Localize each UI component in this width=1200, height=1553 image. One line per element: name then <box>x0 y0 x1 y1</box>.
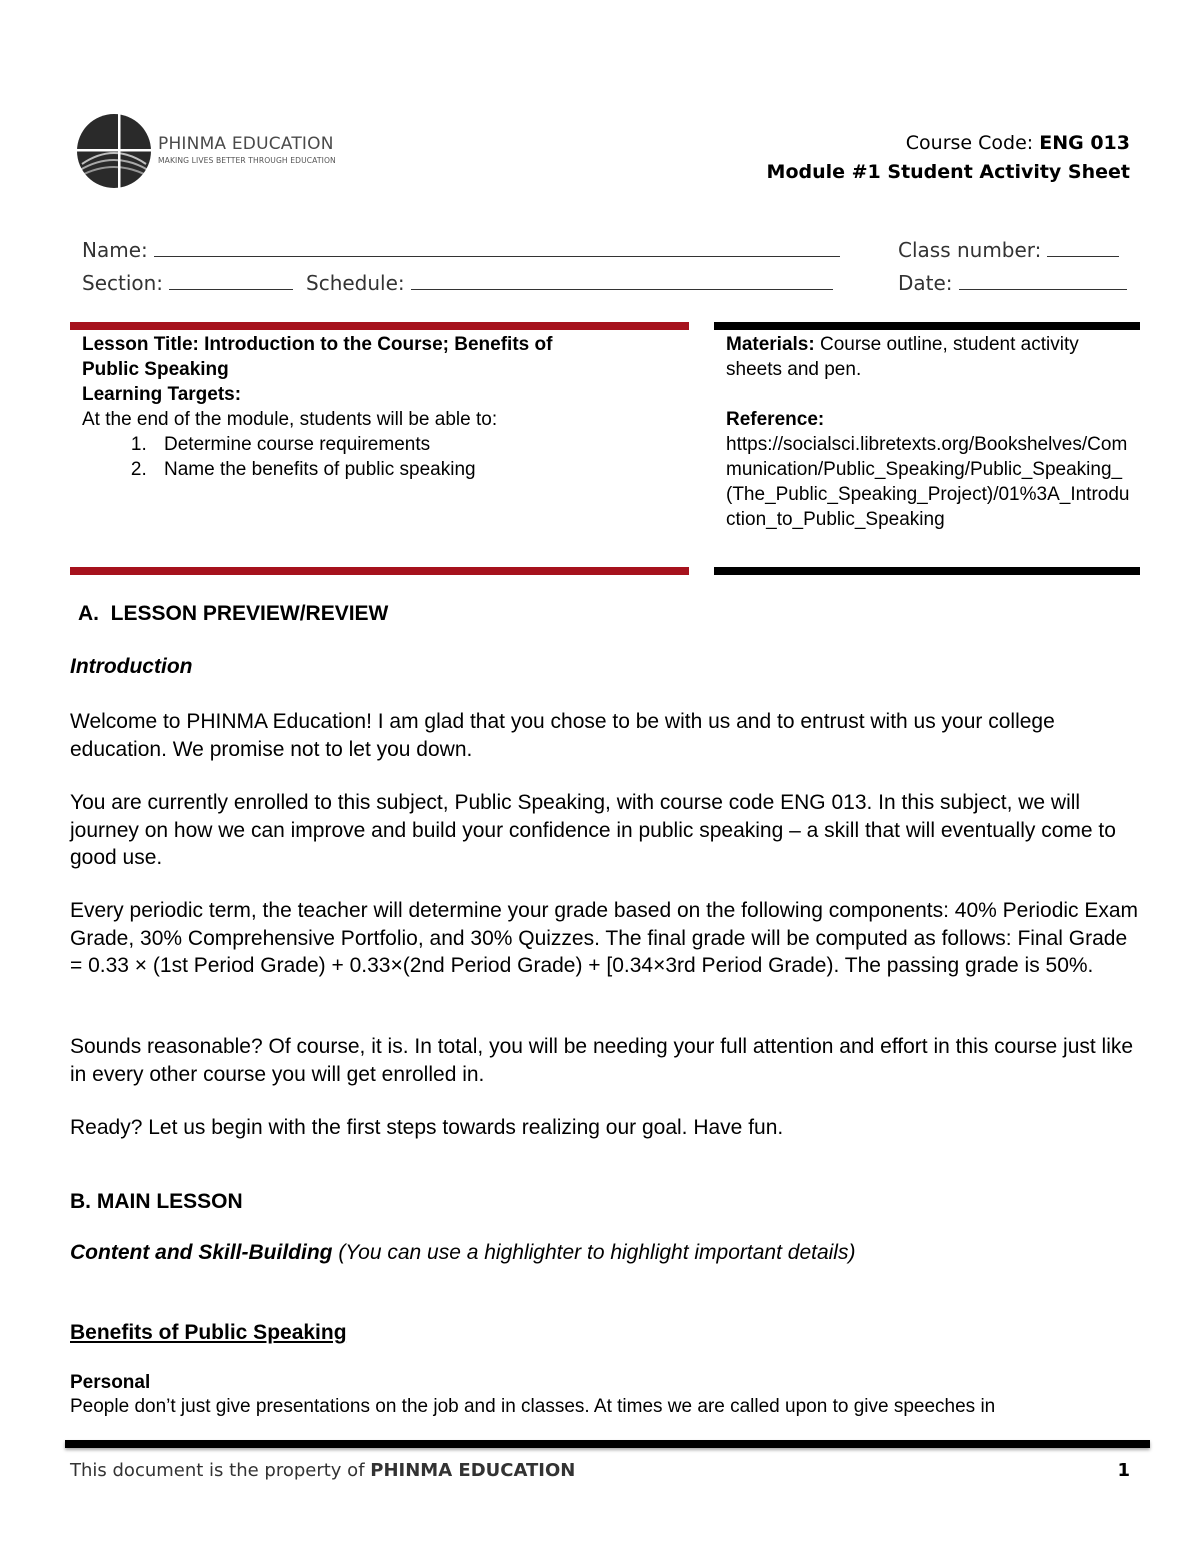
logo-name: PHINMA EDUCATION <box>158 134 334 154</box>
learning-targets-label: Learning Targets: <box>82 384 242 405</box>
lesson-title-line-2: Public Speaking <box>82 359 229 380</box>
learning-targets-intro: At the end of the module, students will be able to: <box>82 409 498 430</box>
name-field[interactable] <box>82 238 840 262</box>
content-subheading-bold: Content and Skill-Building <box>70 1241 333 1264</box>
class-number-input-line[interactable] <box>1047 240 1119 257</box>
schedule-field[interactable] <box>306 271 833 295</box>
content-subheading <box>70 1241 855 1265</box>
reference-link[interactable]: https://socialsci.libretexts.org/Bookshelves/Communication/Public_Speaking/Public_Speaking_(The_Public_Speaking_Project)/01%3A_Introduction_to_Public_Speaking <box>726 434 1130 530</box>
course-code <box>906 132 1130 154</box>
lesson-title <box>82 332 682 382</box>
name-input-line[interactable] <box>154 240 840 257</box>
footer-divider <box>65 1440 1150 1448</box>
lesson-box-bottom-bar <box>70 567 689 575</box>
course-code-label: Course Code: <box>905 132 1040 154</box>
materials <box>726 332 1132 382</box>
class-number-label: Class number: <box>898 238 1042 262</box>
paragraph: Ready? Let us begin with the first steps towards realizing our goal. Have fun. <box>70 1116 784 1139</box>
list-item: 2. Name the benefits of public speaking <box>152 457 682 482</box>
class-number-field[interactable] <box>898 238 1119 262</box>
logo-emblem-icon <box>74 112 154 190</box>
learning-targets-list <box>82 432 682 482</box>
lesson-title-line-1: Lesson Title: Introduction to the Course; Benefits of <box>82 334 553 355</box>
section-a-heading: A. LESSON PREVIEW/REVIEW <box>78 602 389 625</box>
content-subheading-note: (You can use a highlighter to highlight important details) <box>332 1241 856 1264</box>
introduction-subheading: Introduction <box>70 655 193 678</box>
paragraph: Sounds reasonable? Of course, it is. In total, you will be needing your full attention and effort in this course just like in every other course you will get enrolled in. <box>70 1035 1134 1086</box>
materials-box <box>726 332 1132 532</box>
section-input-line[interactable] <box>169 273 293 290</box>
course-code-value: ENG 013 <box>1039 132 1130 154</box>
name-label: Name: <box>82 238 148 262</box>
logo-tagline: MAKING LIVES BETTER THROUGH EDUCATION <box>158 156 336 165</box>
footer-text <box>70 1460 575 1481</box>
schedule-input-line[interactable] <box>411 273 833 290</box>
reference-label: Reference: <box>726 409 825 430</box>
section-b-heading: B. MAIN LESSON <box>70 1190 243 1213</box>
module-title: Module #1 Student Activity Sheet <box>766 161 1130 183</box>
date-input-line[interactable] <box>959 273 1127 290</box>
personal-text: People don’t just give presentations on the job and in classes. At times we are called upon to give speeches in <box>70 1396 996 1417</box>
footer-prefix: This document is the property of <box>70 1460 371 1481</box>
materials-label: Materials: <box>726 334 815 355</box>
personal-label: Personal <box>70 1372 151 1393</box>
materials-text: Course outline, student activity sheets and pen. <box>726 334 1079 380</box>
page-number: 1 <box>1117 1460 1130 1481</box>
section-field[interactable] <box>82 271 293 295</box>
lesson-box <box>82 332 682 482</box>
schedule-label: Schedule: <box>306 271 405 295</box>
paragraph: Welcome to PHINMA Education! I am glad that you chose to be with us and to entrust with us your college education. We promise not to let you down. <box>70 710 1055 761</box>
topic-title: Benefits of Public Speaking <box>70 1321 347 1344</box>
paragraph: Every periodic term, the teacher will determine your grade based on the following components: 40% Periodic Exam Grade, 30% Comprehensive Portfolio, and 30% Quizzes. The final grade will be computed as follows: Final Grade = 0.33 × (1st Period Grade) + 0.33×(2nd Period Grade) + [0.34×3rd Period Grade). The passing grade is 50%. <box>70 899 1139 977</box>
materials-box-bottom-bar <box>714 567 1140 575</box>
paragraph: You are currently enrolled to this subject, Public Speaking, with course code ENG 013. In this subject, we will journey on how we can improve and build your confidence in public speaking – a skill that will eventually come to good use. <box>70 791 1116 869</box>
date-field[interactable] <box>898 271 1127 295</box>
materials-box-top-bar <box>714 322 1140 330</box>
list-item: 1. Determine course requirements <box>152 432 682 457</box>
date-label: Date: <box>898 271 953 295</box>
footer-owner: PHINMA EDUCATION <box>370 1460 576 1481</box>
lesson-box-top-bar <box>70 322 689 330</box>
section-label: Section: <box>82 271 164 295</box>
